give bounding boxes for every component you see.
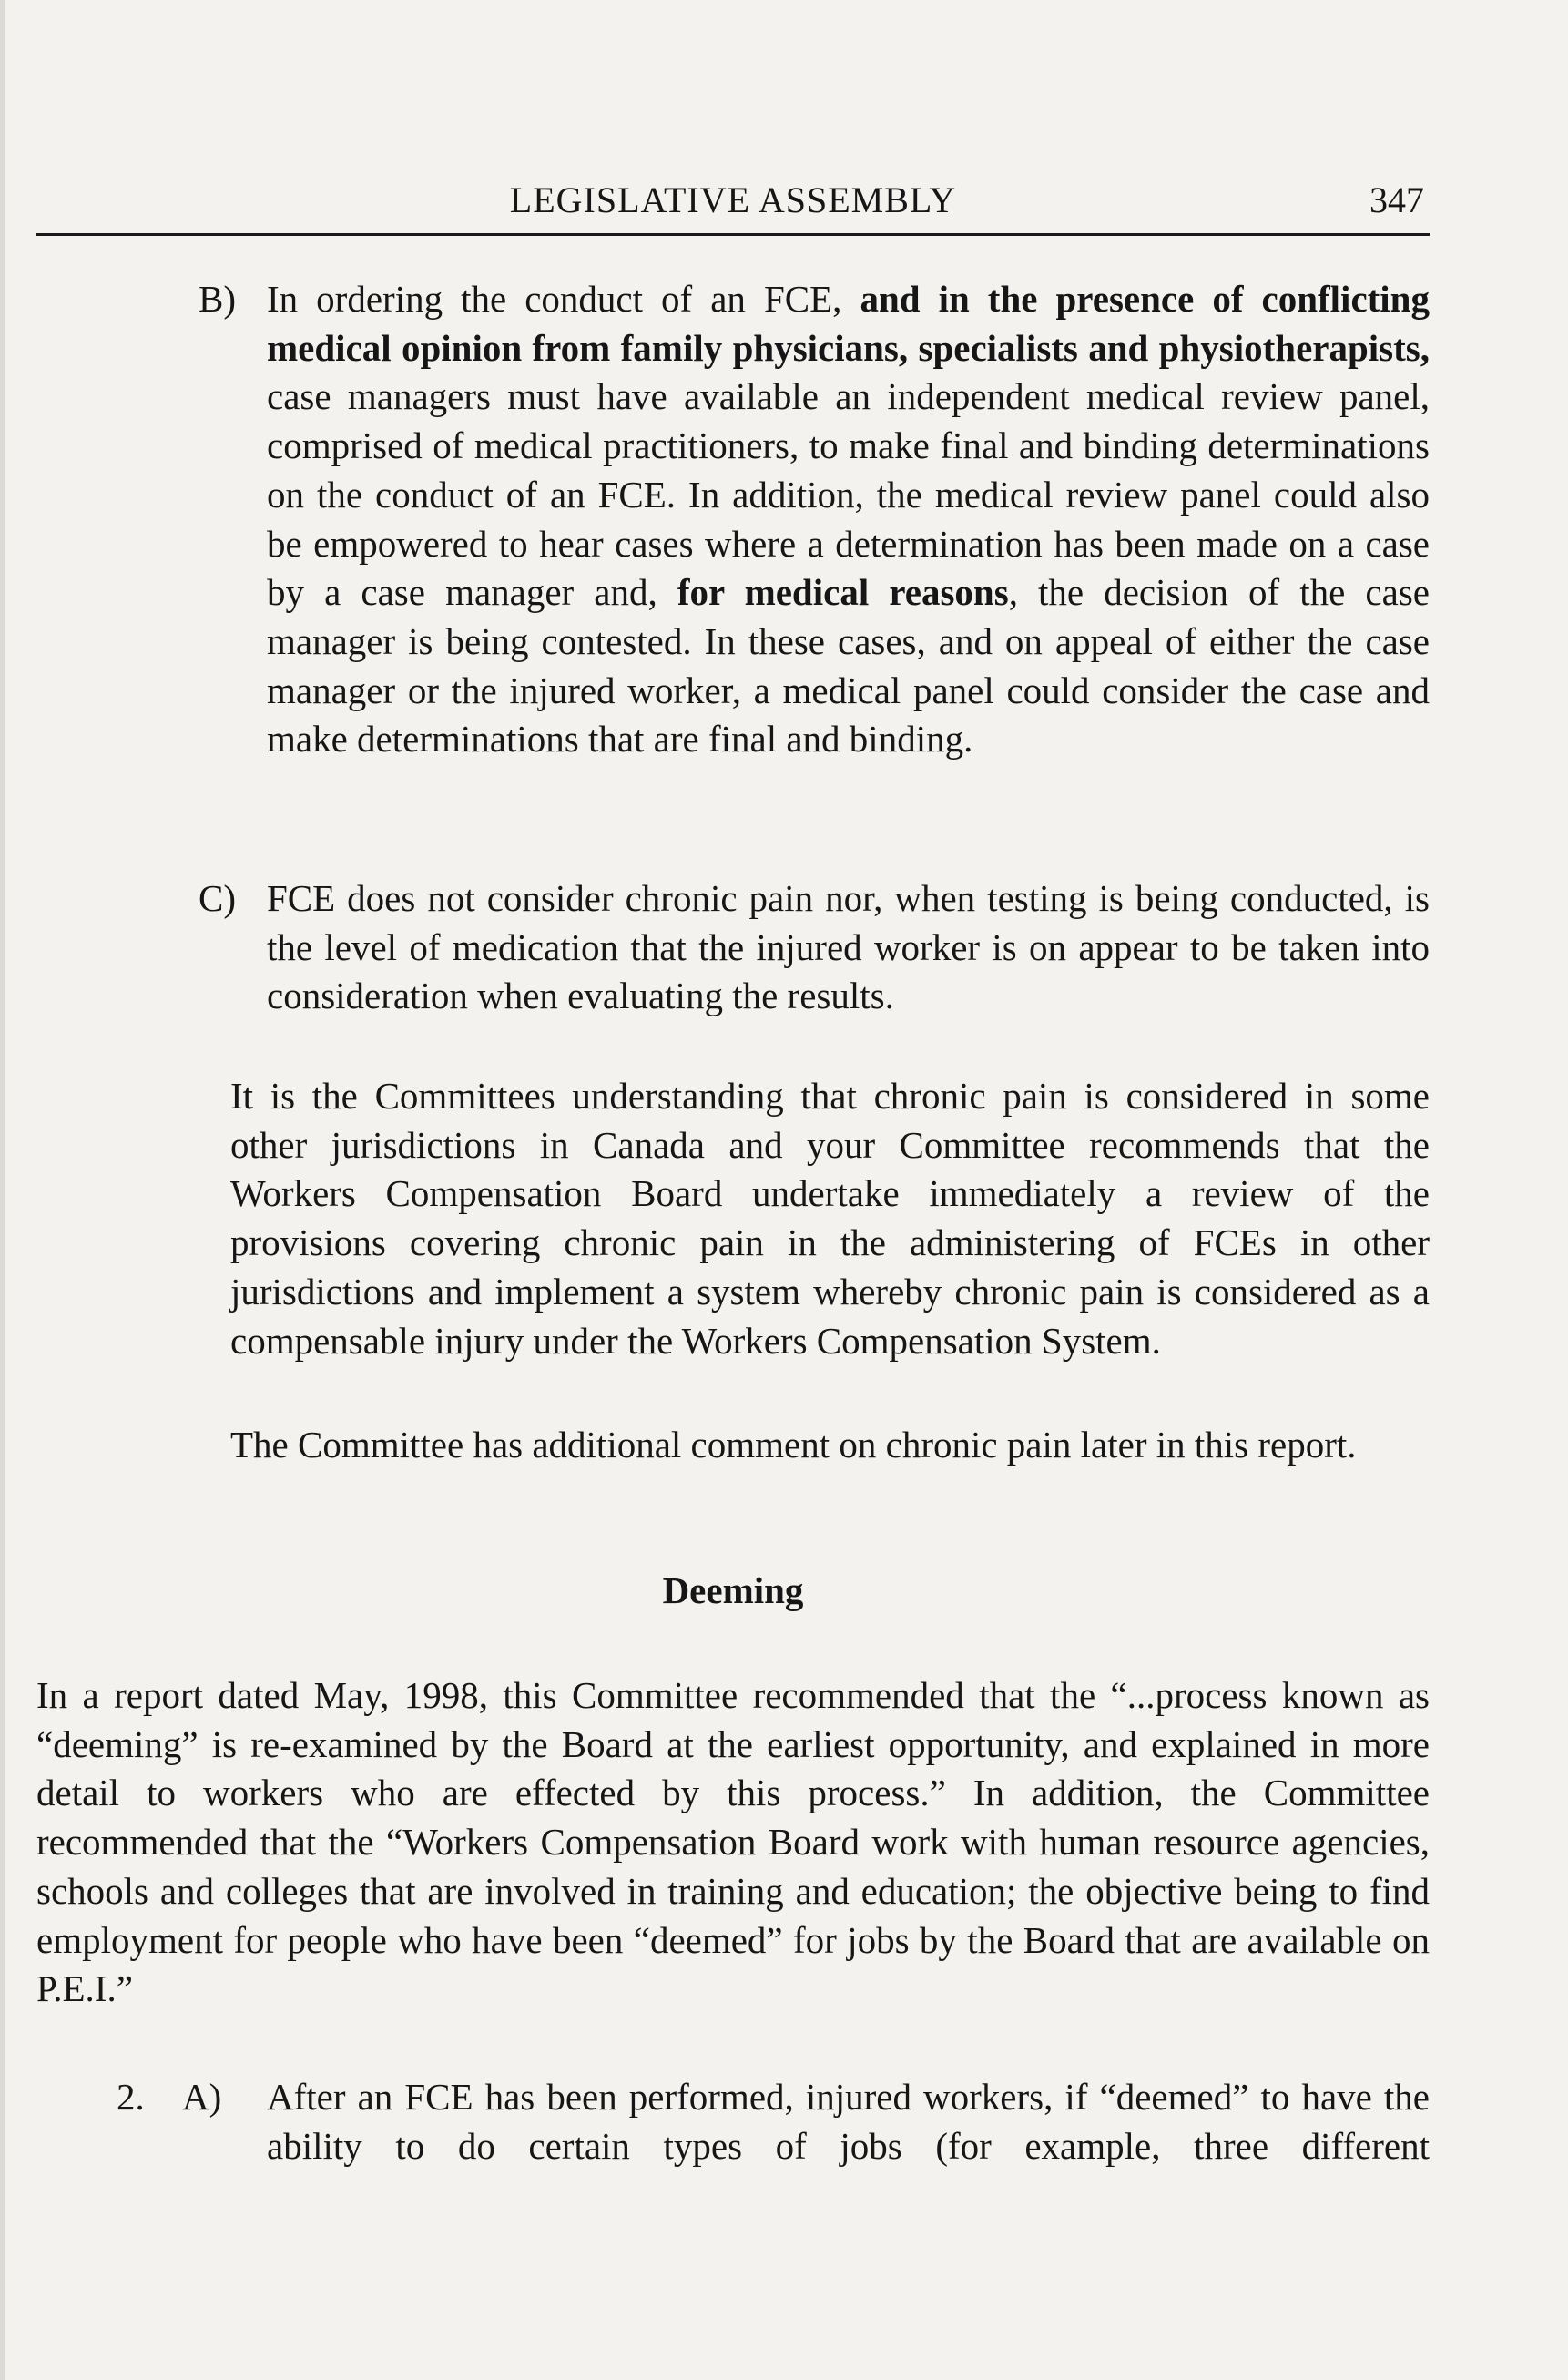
item-b-text-3: , the decision of the case manager is being contested. In these cases, and on appeal of either the case manager or the injured worker, a medical panel could consider the case and make determinations that are final and binding. — [267, 571, 1430, 761]
item-2-number: 2. — [117, 2076, 145, 2118]
paragraph-chronic-pain: It is the Committees understanding that chronic pain is considered in some other jurisdictions in Canada and your Committee recommends that the Workers Compensation Board undertake immediately a review of the provisions covering chronic pain in the administering of FCEs in other jurisdictions and implement a system whereby chronic pain is considered as a compensable injury under the Workers Compensation System. — [230, 1075, 1430, 1362]
page-number: 347 — [1369, 179, 1424, 220]
item-2a-text: After an FCE has been performed, injured workers, if “deemed” to have the ability to do certain types of jobs (for example, three different — [267, 2076, 1430, 2167]
item-2a-label: A) — [182, 2076, 222, 2118]
item-b-text — [267, 275, 1430, 764]
item-c-text: FCE does not consider chronic pain nor, when testing is being conducted, is the level of medication that the injured worker is on appear to be taken into consideration when evaluating the results. — [267, 877, 1430, 1017]
item-b-text-2: case managers must have available an independent medical review panel, comprised of medical practitioners, to make final and binding determinations on the conduct of an FCE. In addition, the medical review panel could also be empowered to hear cases where a determination has been made on a case by a case manager and, — [267, 375, 1430, 614]
item-c-label: C) — [199, 877, 236, 919]
item-b-bold-1: and in the presence of conflicting medical opinion from family physicians, specialists and physiotherapists, — [267, 278, 1430, 369]
paragraph-deeming: In a report dated May, 1998, this Committee recommended that the “...process known as “deeming” is re-examined by the Board at the earliest opportunity, and explained in more detail to workers who are effected by this process.” In addition, the Committee recommended that the “Workers Compensation Board work with human resource agencies, schools and colleges that are involved in training and education; the objective being to find employment for people who have been “deemed” for jobs by the Board that are available on P.E.I.” — [36, 1674, 1430, 2010]
item-b-text-1: In ordering the conduct of an FCE, — [267, 278, 860, 320]
item-b-label: B) — [199, 278, 236, 320]
header-title: LEGISLATIVE ASSEMBLY — [509, 179, 957, 220]
running-header — [36, 179, 1430, 236]
item-b-bold-2: for medical reasons — [677, 571, 1009, 614]
section-heading: Deeming — [662, 1569, 804, 1611]
paragraph-additional-comment: The Committee has additional comment on chronic pain later in this report. — [230, 1424, 1357, 1466]
scan-edge — [0, 0, 5, 2380]
